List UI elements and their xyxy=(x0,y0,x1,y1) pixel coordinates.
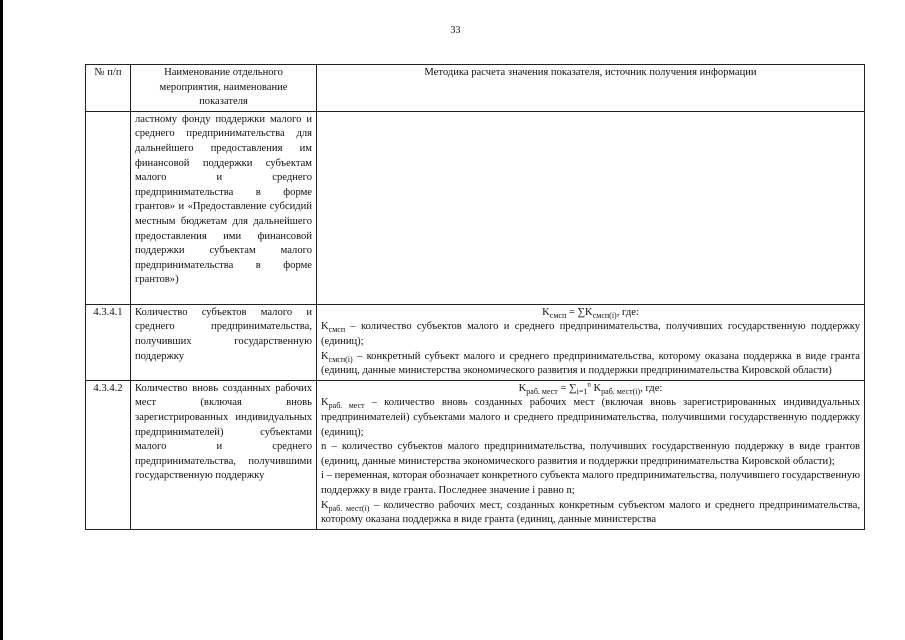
symbol: K xyxy=(321,499,329,511)
symbol: n xyxy=(321,441,327,453)
symbol-subscript: раб. мест(i) xyxy=(328,503,370,513)
cell-name: Количество вновь созданных рабочих мест (включая вновь зарегистрированных индивидуальных предпринимателей) субъектами малого и среднего предпринимательства, получившими государственную поддержку xyxy=(131,380,317,529)
sum-lower-limit: i=1 xyxy=(576,386,588,396)
formula-symbol: K xyxy=(518,382,527,394)
definition-text: – количество рабочих мест, созданных конкретным субъектом малого и среднего предпринимательства, которому оказана поддержка в виде гранта (единиц, данные министерства xyxy=(321,499,861,526)
symbol: K xyxy=(321,321,329,333)
definition-text: – переменная, которая обозначает конкретного субъекта малого предпринимательства, получившего государственную поддержку в виде гранта. Последнее значение i равно n; xyxy=(321,470,860,496)
page-number: 33 xyxy=(450,25,461,36)
indicator-table xyxy=(85,64,865,530)
cell-name: ластному фонду поддержки малого и среднего предпринимательства для дальнейшего предоставления им финансовой поддержки субъектам малого и среднего предпринимательства в форме грантов» и «Предоставление субсидий местным бюджетам для дальнейшего предоставления ими финансовой поддержки субъектам малого предпринимательства в форме грантов») xyxy=(131,111,317,304)
cell-name: Количество субъектов малого и среднего предпринимательства, получивших государственную поддержку xyxy=(131,304,317,380)
definition-paragraph xyxy=(321,350,860,379)
symbol-subscript: смсп(i) xyxy=(328,354,353,364)
sum-upper-limit: n xyxy=(587,380,591,389)
definition-text: – количество субъектов малого предпринимательства, получивших государственную поддержку в виде грантов (единиц, данные министерства экономического развития и поддержки предпринимательства Кировской области); xyxy=(321,441,860,467)
symbol: K xyxy=(321,397,329,409)
definition-text: – конкретный субъект малого и среднего предпринимательства, которому оказана поддержка в виде гранта (единиц, данные министерства экономического развития и поддержки предпринимательства Кировской области) xyxy=(321,350,860,377)
header-number: № п/п xyxy=(86,65,131,112)
definition-paragraph xyxy=(321,440,860,469)
cell-method xyxy=(317,304,865,380)
header-name: Наименование отдельного мероприятия, наименование показателя xyxy=(131,65,317,112)
formula-operator: = ∑K xyxy=(566,306,593,318)
formula-tail: , где: xyxy=(616,306,639,318)
definition-paragraph xyxy=(321,320,860,349)
definition-paragraph xyxy=(321,469,860,498)
formula-subscript: смсп(i) xyxy=(592,310,617,320)
formula-subscript: раб. мест(i) xyxy=(601,386,641,396)
header-method: Методика расчета значения показателя, источник получения информации xyxy=(317,65,865,112)
table-row-continuation xyxy=(86,111,865,304)
cell-number xyxy=(86,111,131,304)
table-header-row xyxy=(86,65,865,112)
cell-method xyxy=(317,111,865,304)
formula-symbol: K xyxy=(542,306,550,318)
formula xyxy=(321,306,860,321)
symbol-subscript: раб. мест xyxy=(328,401,365,411)
formula-subscript: раб. мест xyxy=(526,386,558,396)
symbol-subscript: смсп xyxy=(328,325,346,335)
formula-symbol: K xyxy=(590,382,602,394)
cell-method xyxy=(317,380,865,529)
table-row-4-3-4-2 xyxy=(86,380,865,529)
cell-number: 4.3.4.2 xyxy=(86,380,131,529)
formula-operator: = ∑ xyxy=(557,382,577,394)
formula-tail: , где: xyxy=(640,382,663,394)
formula xyxy=(321,382,860,397)
definition-text: – количество вновь созданных рабочих мест (включая вновь зарегистрированных индивидуальных предпринимателей) субъектами малого и среднего предпринимательства, получившими государственную поддержку (единиц); xyxy=(321,397,860,438)
formula-subscript: смсп xyxy=(549,310,567,320)
definition-paragraph xyxy=(321,396,860,440)
definition-paragraph xyxy=(321,499,860,528)
symbol: K xyxy=(321,350,329,362)
definition-text: – количество субъектов малого и среднего предпринимательства, получивших государственную поддержку (единиц); xyxy=(321,321,860,347)
cell-number: 4.3.4.1 xyxy=(86,304,131,380)
symbol: i xyxy=(321,470,324,482)
table-row-4-3-4-1 xyxy=(86,304,865,380)
